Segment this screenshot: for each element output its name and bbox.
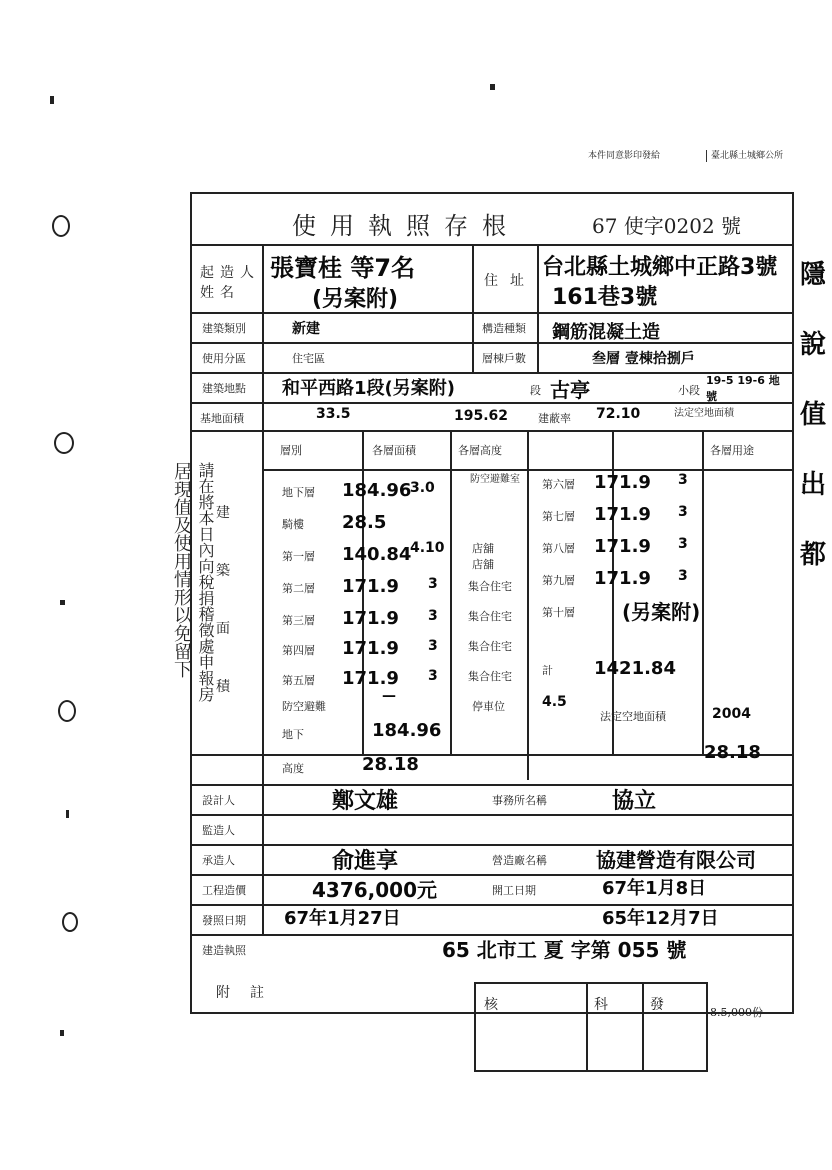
shelter-value: — [382, 688, 396, 704]
form-title: 使用執照存根 [292, 212, 520, 240]
floor-area: 171.9 [342, 638, 399, 659]
site-label: 建築地點 [202, 382, 246, 395]
side-stamp-right: 臺北縣土城鄉公所 [711, 151, 784, 161]
floor-height: 3 [678, 568, 688, 584]
height-label: 高度 [282, 762, 304, 775]
floor-name: 第一層 [282, 550, 315, 563]
site-section-label: 段 [530, 384, 541, 397]
remarks-label: 附註 [216, 985, 284, 1001]
floor-area: 171.9 [594, 472, 651, 493]
site-lot-label: 小段 [678, 384, 700, 397]
plaza-value: 2004 [712, 706, 751, 722]
supervisor-label: 監造人 [202, 824, 235, 837]
floor-name: 騎樓 [282, 518, 304, 531]
site-lots: 19-5 19-6 地號 [706, 374, 780, 403]
floor-name: 計 [542, 664, 553, 677]
seal-right: 發 [650, 997, 664, 1013]
floor-area: 171.9 [594, 536, 651, 557]
license-form [190, 192, 794, 1014]
shelter-label: 防空避難 [282, 700, 326, 713]
site-section: 古亭 [550, 378, 590, 402]
side-stamp-2 [706, 150, 801, 162]
punch-hole-3 [58, 700, 76, 722]
speck [490, 84, 495, 90]
floor-area: 171.9 [594, 504, 651, 525]
permit-number: 65 北市工 夏 字第 055 號 [442, 938, 687, 962]
floor-area: 171.9 [342, 608, 399, 629]
floor-height: 3 [678, 536, 688, 552]
floor-area: 171.9 [342, 576, 399, 597]
issue-date: 67年1月27日 [284, 908, 401, 929]
floor-name: 第六層 [542, 478, 575, 491]
floor-use: 店舖 [472, 542, 494, 555]
floor-area: 171.9 [342, 668, 399, 689]
start-date: 67年1月8日 [602, 878, 707, 899]
parking-in: 4.5 [542, 694, 567, 710]
footer-code: 8.5,000份 [710, 1006, 763, 1019]
floor-area: 184.96 [342, 480, 412, 501]
height-value-2: 28.18 [704, 742, 761, 763]
floor-height: 3 [428, 576, 438, 592]
floor-height: 3 [428, 638, 438, 654]
floor-name: 第三層 [282, 614, 315, 627]
floors-label: 層棟戶數 [482, 352, 526, 365]
building-type-value: 新建 [292, 321, 320, 337]
floor-header-1: 各層面積 [372, 444, 416, 457]
seal-box [474, 982, 708, 1072]
floor-section-label: 建 築 面 積 [216, 505, 230, 695]
office-name: 協立 [612, 789, 657, 814]
side-stamp [588, 150, 688, 162]
floor-header-2: 各層高度 [458, 444, 502, 457]
basement-value: 184.96 [372, 720, 442, 741]
floors-value: 叁層 壹棟拾捌戶 [592, 351, 695, 367]
height-value: 28.18 [362, 754, 419, 775]
speck [66, 810, 69, 818]
builder-name: 俞進享 [332, 849, 399, 874]
coverage-label: 建蔽率 [538, 412, 571, 425]
floor-note: (另案附) [622, 600, 701, 624]
parking-label: 停車位 [472, 700, 505, 713]
side-note-a [170, 462, 192, 678]
designer-label: 設計人 [202, 794, 235, 807]
floor-height: 3 [678, 504, 688, 520]
floor-name: 第十層 [542, 606, 575, 619]
permit-label: 建造執照 [202, 944, 246, 957]
seal-mid: 科 [594, 997, 608, 1013]
floor-area: 171.9 [594, 568, 651, 589]
issue-label: 發照日期 [202, 914, 246, 927]
site-road: 和平西路1段(另案附) [282, 378, 455, 399]
speck [50, 96, 54, 104]
coverage-value: 72.10 [596, 406, 641, 422]
legal-label: 法定空地面積 [674, 408, 734, 419]
side-note-b-text: 請在將本日內向稅捐稽徵處申報房 [196, 462, 215, 702]
builder-label: 承造人 [202, 854, 235, 867]
owner-label: 起造人 姓名 [200, 265, 260, 301]
floor-name: 第五層 [282, 674, 315, 687]
floor-height: 3 [678, 472, 688, 488]
owner-address2: 161巷3號 [552, 285, 658, 310]
floor-area: 140.84 [342, 544, 412, 565]
speck [60, 600, 65, 605]
areas-label: 基地面積 [200, 412, 244, 425]
structure-label: 構造種類 [482, 322, 526, 335]
floor-use: 集合住宅 [468, 640, 512, 653]
owner-alias: (另案附) [312, 287, 399, 312]
company-label: 營造廠名稱 [492, 854, 547, 867]
seal-left: 核 [484, 997, 498, 1013]
side-note-a-text: 居現值及使用情形以免留下 [171, 462, 192, 678]
zone-label: 使用分區 [202, 352, 246, 365]
floor-area: 28.5 [342, 512, 387, 533]
floor-header-0: 層別 [280, 444, 302, 457]
floor-use: 集合住宅 [468, 580, 512, 593]
license-number: 67 使字0202 號 [592, 214, 742, 238]
floor-use: 集合住宅 [468, 610, 512, 623]
floor-height: 3.0 [410, 480, 435, 496]
floor-height: 3 [428, 608, 438, 624]
floor-name: 第七層 [542, 510, 575, 523]
floor-height: 4.10 [410, 540, 445, 556]
right-edge-text: 隱 說 值 出 都 [800, 260, 827, 570]
permit-date: 65年12月7日 [602, 908, 719, 929]
floor-name: 第二層 [282, 582, 315, 595]
floor-use: 店舖 [472, 558, 494, 571]
floor-name: 第四層 [282, 644, 315, 657]
basement-label: 地下 [282, 728, 304, 741]
floor-area: 1421.84 [594, 658, 676, 679]
arcade-area: 33.5 [316, 406, 351, 422]
building-type-label: 建築類別 [202, 322, 246, 335]
floor-header-3: 各層用途 [710, 444, 754, 457]
start-label: 開工日期 [492, 884, 536, 897]
cost-label: 工程造價 [202, 884, 246, 897]
speck [60, 1030, 64, 1036]
punch-hole-2 [54, 432, 74, 454]
floor-use: 防空避難室 [470, 474, 520, 485]
cost-value: 4376,000元 [312, 878, 438, 902]
side-stamp-left: 本件同意影印發給 [588, 151, 661, 161]
office-label: 事務所名稱 [492, 794, 547, 807]
owner-name: 張寶桂 等7名 [270, 254, 416, 282]
floor-height: 3 [428, 668, 438, 684]
plaza-label: 法定空地面積 [600, 710, 666, 723]
floor-name: 地下層 [282, 486, 315, 499]
zone-value: 住宅區 [292, 352, 325, 365]
owner-address: 台北縣土城鄉中正路3號 [542, 255, 778, 280]
punch-hole-1 [52, 215, 70, 237]
designer-name: 鄭文雄 [332, 789, 399, 814]
punch-hole-4 [62, 912, 78, 932]
address-label: 住址 [484, 273, 536, 289]
structure-value: 鋼筋混凝土造 [552, 322, 660, 343]
floor-use: 集合住宅 [468, 670, 512, 683]
floor-name: 第九層 [542, 574, 575, 587]
other-area: 195.62 [454, 408, 509, 424]
company-name: 協建營造有限公司 [596, 848, 756, 872]
floor-name: 第八層 [542, 542, 575, 555]
